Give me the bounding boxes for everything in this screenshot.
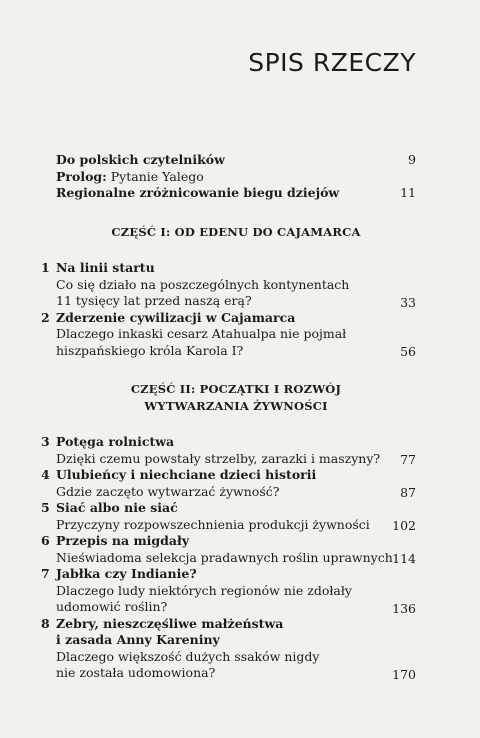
toc-entry-chapter-8[interactable] <box>41 615 416 682</box>
entry-title: Do polskich czytelników <box>56 152 225 167</box>
chapter-title: Ulubieńcy i niechciane dzieci historii <box>56 467 317 482</box>
entry-page: 33 <box>400 294 416 310</box>
entry-page: 9 <box>408 152 416 167</box>
chapter-subtitle: Gdzie zaczęto wytwarzać żywność? <box>56 483 280 499</box>
part-heading-1: CZĘŚĆ I: OD EDENU DO CAJAMARCA <box>111 224 361 239</box>
page-title: SPIS RZECZY <box>248 48 416 77</box>
toc-entry-chapter-5[interactable] <box>41 500 416 533</box>
chapter-number: 8 <box>41 615 50 631</box>
chapter-number: 1 <box>41 260 50 275</box>
chapter-subtitle: Dlaczego większość dużych ssaków nigdy <box>56 648 320 664</box>
chapter-subtitle: nie została udomowiona? <box>56 665 216 680</box>
toc-entry-front-2[interactable] <box>56 169 416 186</box>
chapter-number: 2 <box>41 309 50 325</box>
chapter-subtitle: udomowić roślin? <box>56 599 168 614</box>
part-heading-2: CZĘŚĆ II: POCZĄTKI I ROZWÓJ <box>130 382 342 396</box>
toc-entry-chapter-6[interactable] <box>41 533 416 566</box>
chapter-number: 7 <box>41 566 50 581</box>
entry-page: 56 <box>400 344 416 359</box>
chapter-subtitle: hiszpańskiego króla Karola I? <box>56 342 244 358</box>
chapter-title: Przepis na migdały <box>56 533 190 548</box>
toc-entry-chapter-7[interactable] <box>41 566 416 616</box>
chapter-title: Na linii startu <box>56 260 155 275</box>
chapter-title: Potęga rolnictwa <box>56 434 175 449</box>
part-heading-2-line-2: WYTWARZANIA ŻYWNOŚCI <box>144 398 328 413</box>
chapter-title-line-2: i zasada Anny Kareniny <box>56 632 220 647</box>
entry-page: 114 <box>392 551 416 566</box>
chapter-number: 6 <box>41 533 50 548</box>
chapter-number: 3 <box>41 434 50 449</box>
chapter-subtitle: Dlaczego inkaski cesarz Atahualpa nie pojmał <box>56 326 347 341</box>
entry-label: Prolog: <box>56 168 107 184</box>
entry-page: 87 <box>400 485 416 500</box>
chapter-title: Zderzenie cywilizacji w Cajamarca <box>56 309 296 325</box>
entry-page: 136 <box>392 600 416 616</box>
entry-title: Regionalne zróżnicowanie biegu dziejów <box>56 185 340 200</box>
toc-entry-chapter-2[interactable] <box>41 309 416 360</box>
chapter-subtitle: Dlaczego ludy niektórych regionów nie zdołały <box>56 582 352 598</box>
chapter-title: Zebry, nieszczęśliwe małżeństwa <box>56 615 284 631</box>
chapter-subtitle: Dzięki czemu powstały strzelby, zarazki i maszyny? <box>56 450 381 466</box>
toc-entry-chapter-1[interactable] <box>41 260 416 310</box>
chapter-title: Siać albo nie siać <box>56 500 178 515</box>
entry-title: Pytanie Yalego <box>110 168 204 184</box>
chapter-subtitle: Co się działo na poszczególnych kontynentach <box>56 276 350 292</box>
toc-entry-front-3[interactable] <box>56 185 416 202</box>
chapter-number: 5 <box>41 500 50 515</box>
chapter-number: 4 <box>41 467 50 482</box>
toc-entry-chapter-4[interactable] <box>41 467 416 500</box>
toc-entry-front-1[interactable] <box>56 152 416 169</box>
chapter-subtitle: Przyczyny rozpowszechnienia produkcji żywności <box>56 516 370 532</box>
entry-page: 170 <box>392 666 416 682</box>
toc-entry-chapter-3[interactable] <box>41 434 416 467</box>
table-of-contents <box>41 152 416 682</box>
entry-page: 102 <box>392 518 416 533</box>
chapter-title: Jabłka czy Indianie? <box>56 566 197 581</box>
chapter-subtitle: 11 tysięcy lat przed naszą erą? <box>56 293 252 308</box>
chapter-subtitle: Nieświadoma selekcja pradawnych roślin uprawnych <box>56 549 393 565</box>
entry-page: 11 <box>400 185 416 200</box>
entry-page: 77 <box>400 452 416 467</box>
